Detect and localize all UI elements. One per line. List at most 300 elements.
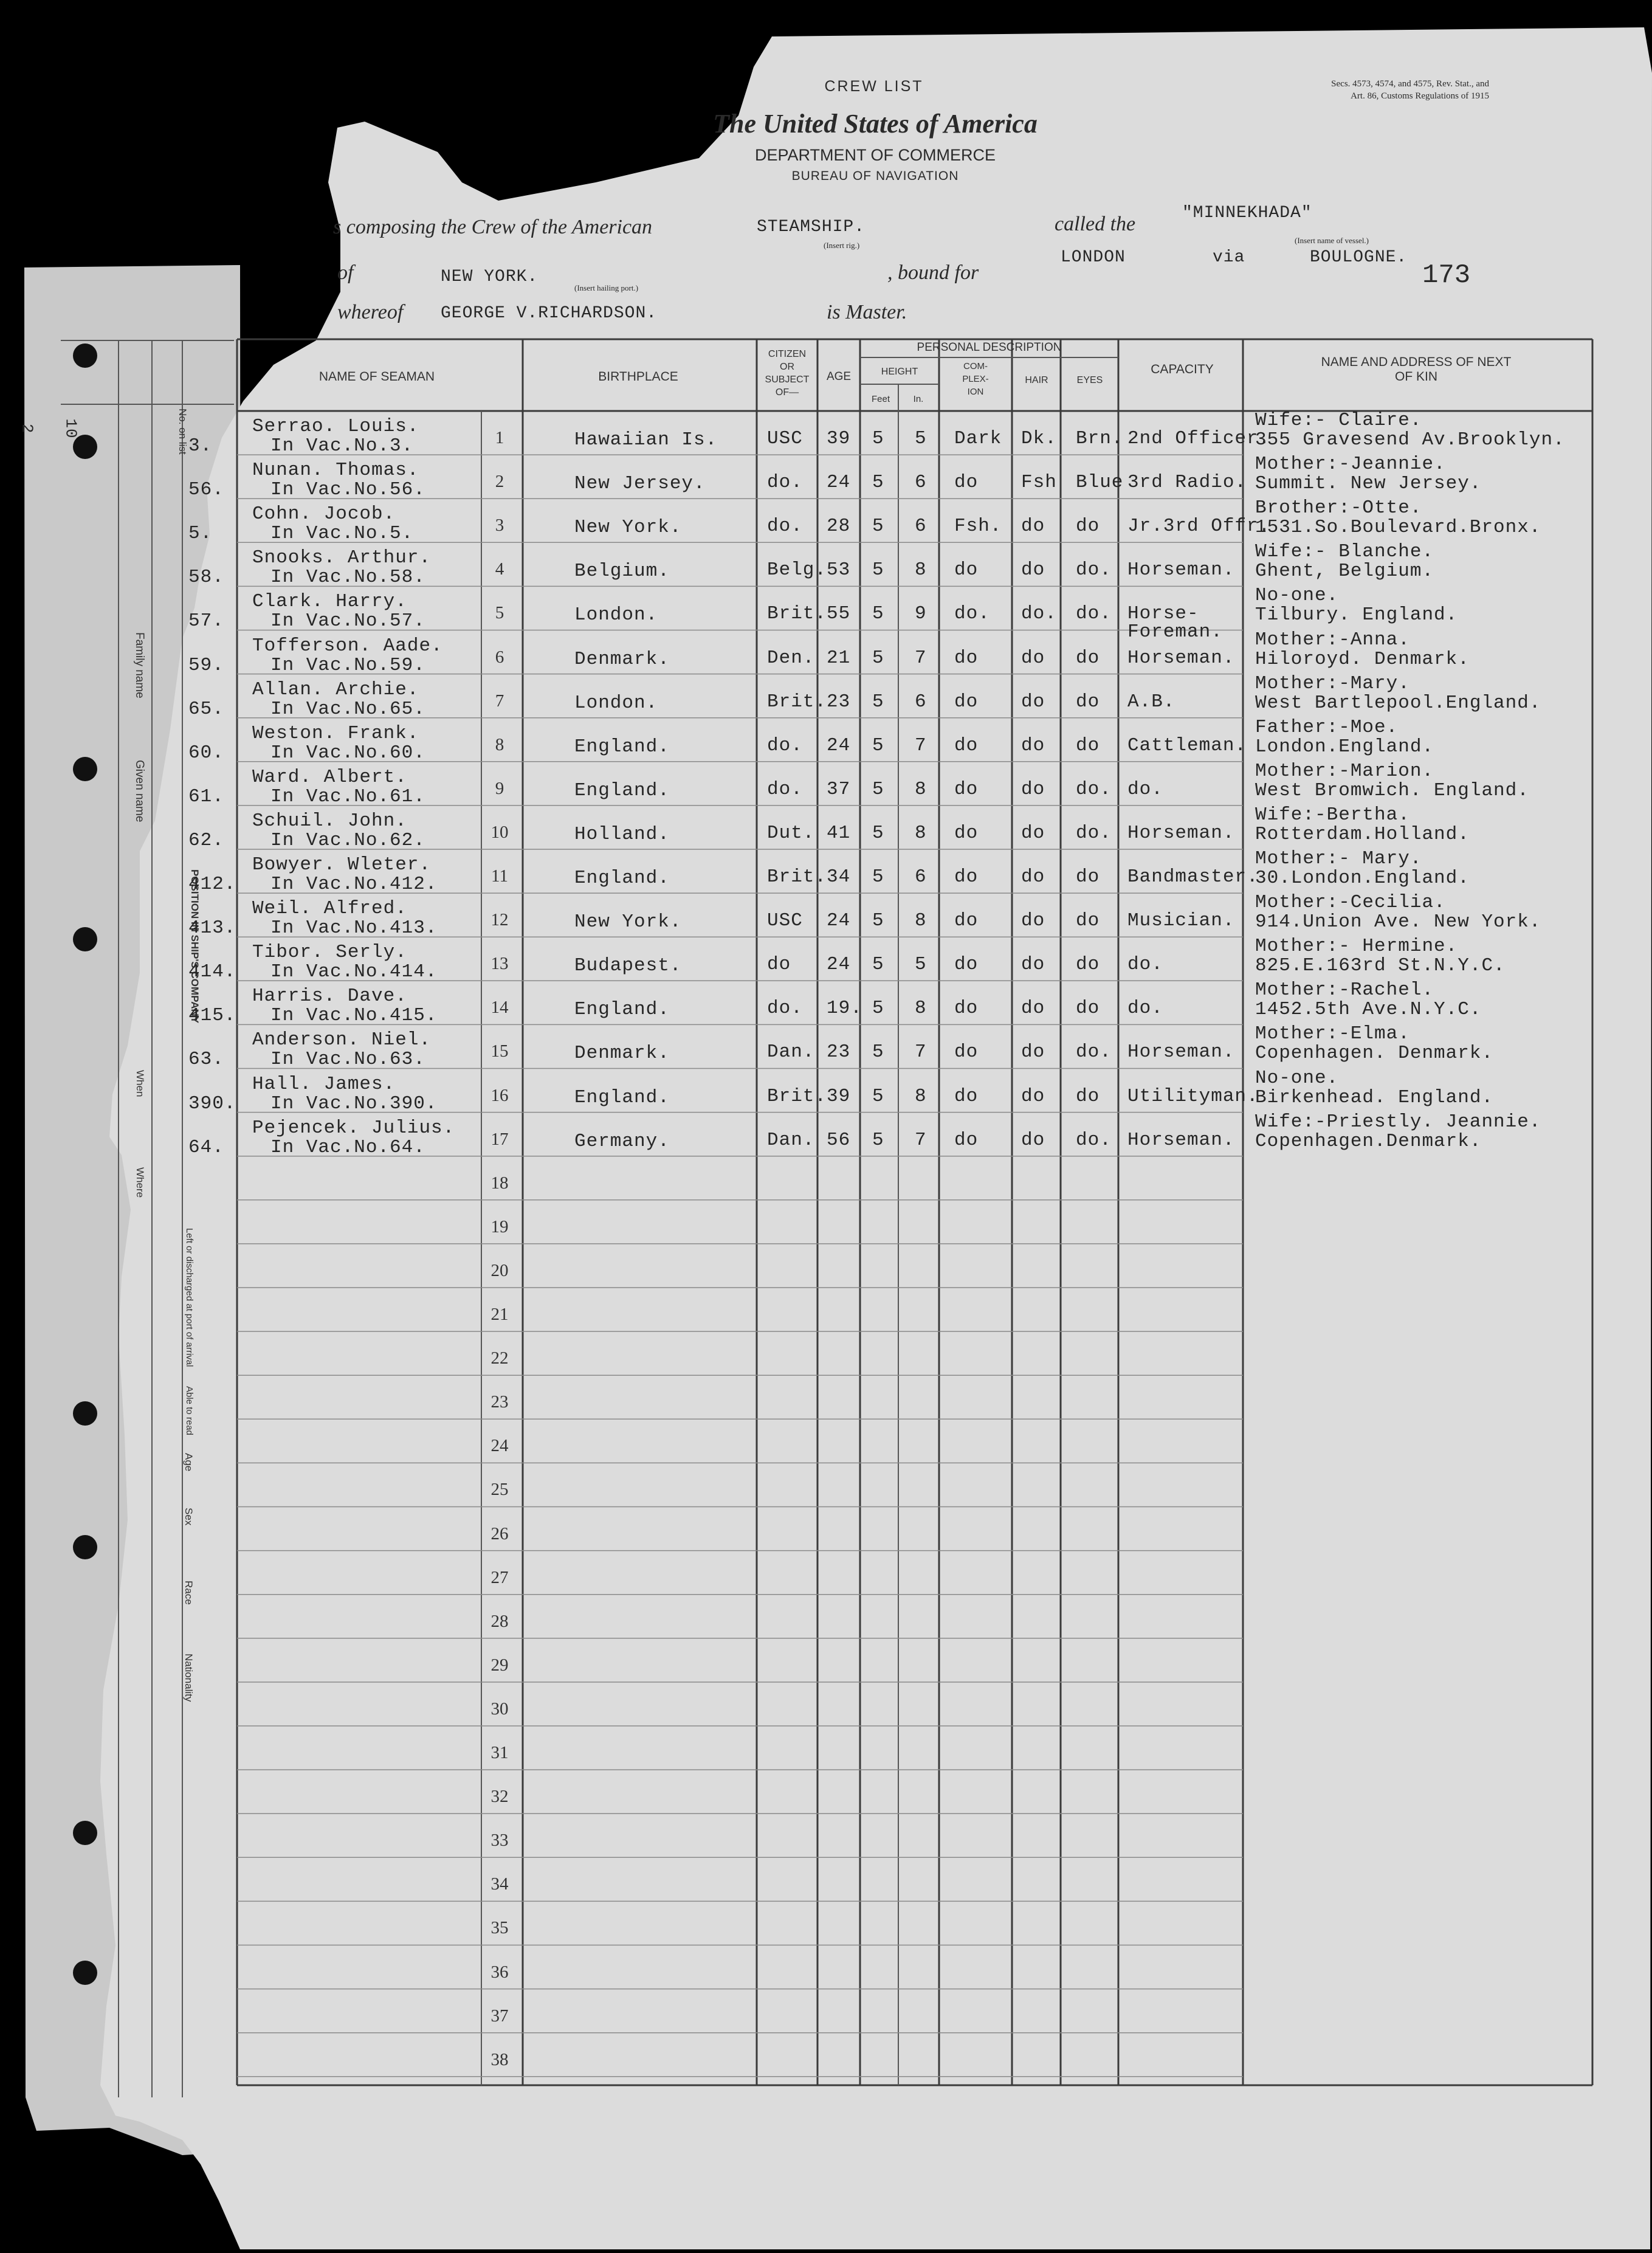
birthplace: New York. (574, 517, 682, 539)
height-feet: 5 (872, 1085, 884, 1107)
hailing-port: NEW YORK. (441, 267, 539, 286)
next-of-kin-line-1: No-one. (1255, 585, 1339, 607)
bound-label: , bound for (887, 261, 979, 284)
citizen-of: do. (767, 998, 803, 1020)
capacity-line-2: Foreman. (1127, 621, 1223, 643)
list-number: 5. (188, 523, 213, 545)
eyes: Brn. (1076, 428, 1124, 449)
hair: do (1021, 691, 1045, 712)
height-feet: 5 (872, 910, 884, 932)
stub-position: POSITION IN SHIP'S COMPANY (189, 869, 201, 1024)
citizen-of: USC (767, 910, 803, 932)
vac-reference: In Vac.No.58. (270, 567, 425, 588)
next-of-kin-line-1: Mother:-Anna. (1255, 629, 1410, 650)
row-number: 13 (490, 954, 509, 974)
eyes: do. (1076, 1041, 1112, 1063)
height-inches: 6 (915, 866, 927, 888)
vessel-type: STEAMSHIP. (757, 218, 866, 236)
margin-mark-10: 10 (61, 418, 80, 439)
citizen-of: do. (767, 472, 803, 494)
next-of-kin-line-2: Ghent, Belgium. (1255, 561, 1434, 582)
eyes: do (1076, 691, 1100, 712)
seaman-name: Weston. Frank. (252, 722, 419, 744)
birthplace: Denmark. (574, 1043, 670, 1064)
col-header-hair: HAIR (1025, 375, 1048, 385)
department-label: DEPARTMENT OF COMMERCE (754, 146, 996, 164)
birthplace: Belgium. (574, 561, 670, 582)
composing-label: s composing the Crew of the American (333, 216, 653, 238)
height-inches: 9 (915, 603, 927, 625)
birthplace: New York. (574, 911, 682, 933)
seaman-name: Allan. Archie. (252, 678, 419, 700)
capacity: Cattleman. (1127, 734, 1247, 756)
height-inches: 6 (915, 691, 927, 712)
next-of-kin-line-1: Father:-Moe. (1255, 716, 1399, 738)
next-of-kin-line-2: 30.London.England. (1255, 868, 1470, 889)
complexion: do (954, 1129, 979, 1151)
master-label: is Master. (827, 301, 907, 323)
height-inches: 7 (915, 734, 927, 756)
via-port: BOULOGNE. (1310, 248, 1408, 267)
list-number: 412. (188, 874, 236, 895)
birthplace: England. (574, 736, 670, 757)
next-of-kin-line-1: Wife:-Priestly. Jeannie. (1255, 1111, 1541, 1133)
birthplace: England. (574, 868, 670, 889)
seaman-name: Anderson. Niel. (252, 1029, 432, 1051)
next-of-kin-line-2: 914.Union Ave. New York. (1255, 911, 1541, 933)
next-of-kin-line-2: 1452.5th Ave.N.Y.C. (1255, 999, 1482, 1021)
row-number: 23 (490, 1392, 509, 1412)
height-feet: 5 (872, 998, 884, 1020)
next-of-kin-line-1: Wife:- Blanche. (1255, 541, 1434, 563)
hair: do (1021, 559, 1045, 581)
seaman-name: Weil. Alfred. (252, 898, 407, 920)
col-header-kin: NAME AND ADDRESS OF NEXT OF KIN (1321, 355, 1512, 384)
row-number: 31 (490, 1743, 509, 1762)
next-of-kin-line-2: Tilbury. England. (1255, 604, 1458, 626)
age: 24 (827, 910, 851, 932)
complexion: do (954, 734, 979, 756)
birthplace: Hawaiian Is. (574, 429, 718, 450)
capacity: 2nd Officer. (1127, 428, 1271, 449)
hair: Fsh (1021, 472, 1057, 494)
row-number: 2 (495, 472, 504, 492)
col-header-citizen: CITIZEN OR SUBJECT OF— (765, 349, 810, 398)
complexion: do (954, 647, 979, 669)
height-feet: 5 (872, 603, 884, 625)
next-of-kin-line-2: Copenhagen.Denmark. (1255, 1130, 1482, 1152)
hair: Dk. (1021, 428, 1057, 449)
citizen-of: do. (767, 516, 803, 537)
vac-reference: In Vac.No.65. (270, 698, 425, 720)
hair: do (1021, 998, 1045, 1020)
eyes: do (1076, 910, 1100, 932)
seaman-name: Schuil. John. (252, 810, 407, 832)
capacity: Horseman. (1127, 1129, 1235, 1151)
next-of-kin-line-1: Mother:-Marion. (1255, 760, 1434, 782)
stub-able-to-read: Able to read (184, 1386, 194, 1435)
birthplace: London. (574, 692, 658, 714)
capacity: Musician. (1127, 910, 1235, 932)
row-number: 10 (490, 822, 509, 842)
eyes: do (1076, 734, 1100, 756)
height-feet: 5 (872, 691, 884, 712)
row-number: 12 (490, 910, 509, 930)
vac-reference: In Vac.No.62. (270, 829, 425, 851)
row-number: 38 (490, 2049, 509, 2069)
eyes: do (1076, 516, 1100, 537)
stub-discharged: Left or discharged at port of arrival (184, 1228, 194, 1367)
eyes: do. (1076, 1129, 1112, 1151)
complexion: do (954, 954, 979, 976)
row-number: 30 (490, 1699, 509, 1719)
capacity: do. (1127, 954, 1163, 976)
next-of-kin-line-2: West Bromwich. England. (1255, 779, 1529, 801)
height-inches: 7 (915, 1129, 927, 1151)
seaman-name: Snooks. Arthur. (252, 547, 432, 569)
age: 34 (827, 866, 851, 888)
complexion: do (954, 866, 979, 888)
eyes: do. (1076, 559, 1112, 581)
seaman-name: Harris. Dave. (252, 985, 407, 1007)
citizen-of: Dut. (767, 822, 815, 844)
col-header-personal: PERSONAL DESCRIPTION (917, 341, 1062, 354)
citizen-of: do. (767, 778, 803, 800)
vac-reference: In Vac.No.412. (270, 874, 438, 895)
vac-reference: In Vac.No.415. (270, 1005, 438, 1027)
stub-no-on-list: No. on list (177, 409, 188, 455)
age: 39 (827, 428, 851, 449)
row-number: 27 (490, 1567, 509, 1587)
vac-reference: In Vac.No.56. (270, 479, 425, 501)
seaman-name: Pejencek. Julius. (252, 1117, 455, 1139)
age: 39 (827, 1085, 851, 1107)
vac-reference: In Vac.No.390. (270, 1092, 438, 1114)
via-label: via (1213, 248, 1245, 267)
next-of-kin-line-2: 1531.So.Boulevard.Bronx. (1255, 517, 1541, 539)
next-of-kin-line-1: No-one. (1255, 1067, 1339, 1089)
complexion: do (954, 691, 979, 712)
age: 24 (827, 472, 851, 494)
birthplace: Germany. (574, 1130, 670, 1152)
row-number: 18 (490, 1173, 509, 1193)
capacity: do. (1127, 998, 1163, 1020)
col-header-birthplace: BIRTHPLACE (598, 370, 678, 384)
list-number: 65. (188, 698, 224, 720)
next-of-kin-line-2: Rotterdam.Holland. (1255, 823, 1470, 845)
hair: do (1021, 647, 1045, 669)
hair: do (1021, 516, 1045, 537)
seaman-name: Serrao. Louis. (252, 416, 419, 437)
complexion: Dark (954, 428, 1002, 449)
list-number: 414. (188, 961, 236, 983)
vac-reference: In Vac.No.414. (270, 961, 438, 983)
next-of-kin-line-2: 355 Gravesend Av.Brooklyn. (1255, 429, 1565, 450)
row-number: 34 (490, 1874, 509, 1894)
complexion: do (954, 1041, 979, 1063)
col-header-age: AGE (826, 370, 852, 383)
hair: do. (1021, 603, 1057, 625)
eyes: do (1076, 998, 1100, 1020)
page-number: 173 (1422, 260, 1471, 291)
row-number: 14 (490, 998, 509, 1018)
stub-when: When (134, 1070, 146, 1097)
list-number: 56. (188, 479, 224, 501)
vac-reference: In Vac.No.5. (270, 523, 414, 545)
stub-family-name: Family name (133, 632, 146, 699)
height-inches: 8 (915, 778, 927, 800)
list-number: 61. (188, 785, 224, 807)
citizen-of: Brit. (767, 691, 827, 712)
height-feet: 5 (872, 472, 884, 494)
stub-where: Where (134, 1167, 146, 1198)
col-header-height: HEIGHT (881, 367, 918, 377)
row-number: 17 (490, 1129, 509, 1149)
called-label: called the (1055, 213, 1136, 235)
citizen-of: USC (767, 428, 803, 449)
row-number: 21 (490, 1305, 509, 1324)
age: 23 (827, 691, 851, 712)
row-number: 9 (495, 778, 504, 798)
hair: do (1021, 778, 1045, 800)
stub-sex: Sex (183, 1508, 194, 1526)
citizen-of: do. (767, 734, 803, 756)
hair: do (1021, 1041, 1045, 1063)
vac-reference: In Vac.No.59. (270, 654, 425, 676)
destination: LONDON (1061, 248, 1126, 267)
complexion: do (954, 778, 979, 800)
age: 24 (827, 954, 851, 976)
crew-list-heading: CREW LIST (824, 78, 924, 95)
vessel-name: "MINNEKHADA" (1182, 204, 1312, 223)
stub-age: Age (183, 1453, 194, 1472)
eyes: do. (1076, 603, 1112, 625)
statutes-note-2: Art. 86, Customs Regulations of 1915 (1351, 91, 1489, 101)
height-feet: 5 (872, 559, 884, 581)
height-feet: 5 (872, 1129, 884, 1151)
height-inches: 7 (915, 1041, 927, 1063)
vessel-name-hint: (Insert name of vessel.) (1295, 236, 1369, 245)
citizen-of: Den. (767, 647, 815, 669)
list-number: 58. (188, 567, 224, 588)
vac-reference: In Vac.No.413. (270, 917, 438, 939)
hair: do (1021, 734, 1045, 756)
capacity: Bandmaster. (1127, 866, 1259, 888)
list-number: 413. (188, 917, 236, 939)
col-header-feet: Feet (871, 394, 890, 404)
row-number: 7 (495, 691, 504, 711)
next-of-kin-line-1: Wife:- Claire. (1255, 410, 1422, 431)
capacity: Horseman. (1127, 647, 1235, 669)
next-of-kin-line-1: Mother:-Jeannie. (1255, 454, 1446, 475)
next-of-kin-line-2: Summit. New Jersey. (1255, 473, 1482, 495)
list-number: 390. (188, 1092, 236, 1114)
next-of-kin-line-2: Birkenhead. England. (1255, 1086, 1494, 1108)
seaman-name: Tibor. Serly. (252, 942, 407, 964)
height-inches: 6 (915, 516, 927, 537)
seaman-name: Tofferson. Aade. (252, 635, 443, 657)
citizen-of: Brit. (767, 603, 827, 625)
age: 37 (827, 778, 851, 800)
complexion: do (954, 998, 979, 1020)
next-of-kin-line-2: Hiloroyd. Denmark. (1255, 648, 1470, 670)
birthplace: Holland. (574, 823, 670, 845)
next-of-kin-line-1: Mother:- Hermine. (1255, 936, 1458, 957)
next-of-kin-line-2: 825.E.163rd St.N.Y.C. (1255, 955, 1506, 977)
height-feet: 5 (872, 734, 884, 756)
hair: do (1021, 910, 1045, 932)
hair: do (1021, 822, 1045, 844)
row-number: 5 (495, 603, 504, 623)
vac-reference: In Vac.No.64. (270, 1136, 425, 1158)
hair: do (1021, 1085, 1045, 1107)
row-number: 35 (490, 1918, 509, 1938)
hair: do (1021, 954, 1045, 976)
eyes: do (1076, 954, 1100, 976)
eyes: do. (1076, 822, 1112, 844)
eyes: do (1076, 647, 1100, 669)
vac-reference: In Vac.No.57. (270, 610, 425, 632)
next-of-kin-line-1: Brother:-Otte. (1255, 497, 1422, 519)
age: 21 (827, 647, 851, 669)
list-number: 64. (188, 1136, 224, 1158)
height-inches: 8 (915, 822, 927, 844)
eyes: do (1076, 1085, 1100, 1107)
row-number: 8 (495, 734, 504, 754)
height-feet: 5 (872, 866, 884, 888)
row-number: 1 (495, 428, 504, 447)
complexion: do (954, 910, 979, 932)
of-label: of (337, 261, 354, 284)
col-header-eyes: EYES (1076, 375, 1103, 385)
citizen-of: Brit. (767, 1085, 827, 1107)
vessel-type-hint: (Insert rig.) (824, 241, 860, 250)
capacity: Horseman. (1127, 822, 1235, 844)
list-number: 60. (188, 742, 224, 764)
citizen-of: Belg. (767, 559, 827, 581)
capacity: Horse- (1127, 603, 1199, 625)
document-title: The United States of America (713, 109, 1038, 139)
hailing-port-hint: (Insert hailing port.) (574, 283, 639, 292)
height-feet: 5 (872, 647, 884, 669)
age: 53 (827, 559, 851, 581)
col-header-capacity: CAPACITY (1151, 362, 1214, 376)
next-of-kin-line-2: West Bartlepool.England. (1255, 692, 1541, 714)
height-feet: 5 (872, 822, 884, 844)
next-of-kin-line-1: Mother:-Mary. (1255, 672, 1410, 694)
age: 41 (827, 822, 851, 844)
height-inches: 8 (915, 998, 927, 1020)
seaman-name: Cohn. Jocob. (252, 503, 396, 525)
seaman-name: Clark. Harry. (252, 591, 407, 613)
capacity: Horseman. (1127, 1041, 1235, 1063)
age: 56 (827, 1129, 851, 1151)
next-of-kin-line-2: London.England. (1255, 736, 1434, 757)
col-header-name: NAME OF SEAMAN (318, 370, 435, 384)
row-number: 26 (490, 1523, 509, 1544)
complexion: do (954, 559, 979, 581)
height-inches: 5 (915, 954, 927, 976)
complexion: do. (954, 603, 990, 625)
list-number: 62. (188, 829, 224, 851)
height-inches: 5 (915, 428, 927, 449)
list-number: 63. (188, 1049, 224, 1071)
capacity: A.B. (1127, 691, 1175, 712)
citizen-of: Dan. (767, 1129, 815, 1151)
height-feet: 5 (872, 1041, 884, 1063)
row-number: 29 (490, 1655, 509, 1675)
height-inches: 6 (915, 472, 927, 494)
complexion: Fsh. (954, 516, 1002, 537)
list-number: 57. (188, 610, 224, 632)
vac-reference: In Vac.No.3. (270, 435, 414, 457)
row-number: 15 (490, 1041, 509, 1061)
row-number: 20 (490, 1260, 509, 1280)
whereof-label: whereof (337, 301, 404, 323)
hair: do (1021, 866, 1045, 888)
capacity: do. (1127, 778, 1163, 800)
citizen-of: Dan. (767, 1041, 815, 1063)
complexion: do (954, 1085, 979, 1107)
row-number: 24 (490, 1436, 509, 1456)
next-of-kin-line-1: Mother:-Rachel. (1255, 979, 1434, 1001)
eyes: do. (1076, 778, 1112, 800)
vac-reference: In Vac.No.61. (270, 785, 425, 807)
citizen-of: do (767, 954, 791, 976)
age: 55 (827, 603, 851, 625)
capacity: Utilityman. (1127, 1085, 1259, 1107)
stub-race: Race (183, 1581, 194, 1605)
hair: do (1021, 1129, 1045, 1151)
height-inches: 8 (915, 559, 927, 581)
next-of-kin-line-1: Mother:- Mary. (1255, 848, 1422, 869)
eyes: do (1076, 866, 1100, 888)
age: 23 (827, 1041, 851, 1063)
birthplace: New Jersey. (574, 473, 706, 495)
birthplace: England. (574, 1086, 670, 1108)
seaman-name: Bowyer. Wleter. (252, 854, 432, 875)
capacity: Jr.3rd Offr. (1127, 516, 1271, 537)
col-header-complexion: COM- PLEX- ION (962, 361, 989, 397)
height-feet: 5 (872, 954, 884, 976)
citizen-of: Brit. (767, 866, 827, 888)
vac-reference: In Vac.No.60. (270, 742, 425, 764)
row-number: 16 (490, 1085, 509, 1105)
seaman-name: Nunan. Thomas. (252, 460, 419, 481)
row-number: 3 (495, 516, 504, 536)
complexion: do (954, 822, 979, 844)
complexion: do (954, 472, 979, 494)
row-number: 6 (495, 647, 504, 667)
birthplace: London. (574, 604, 658, 626)
bureau-label: BUREAU OF NAVIGATION (791, 169, 959, 183)
master-name: GEORGE V.RICHARDSON. (441, 304, 658, 323)
row-number: 36 (490, 1962, 509, 1982)
height-feet: 5 (872, 778, 884, 800)
age: 28 (827, 516, 851, 537)
birthplace: England. (574, 779, 670, 801)
age: 19. (827, 998, 862, 1020)
capacity: 3rd Radio. (1127, 472, 1247, 494)
list-number: 59. (188, 654, 224, 676)
height-inches: 7 (915, 647, 927, 669)
row-number: 37 (490, 2006, 509, 2026)
row-number: 19 (490, 1216, 509, 1237)
capacity: Horseman. (1127, 559, 1235, 581)
next-of-kin-line-2: Copenhagen. Denmark. (1255, 1043, 1494, 1064)
next-of-kin-line-1: Wife:-Bertha. (1255, 804, 1410, 826)
stub-nationality: Nationality (183, 1654, 194, 1702)
